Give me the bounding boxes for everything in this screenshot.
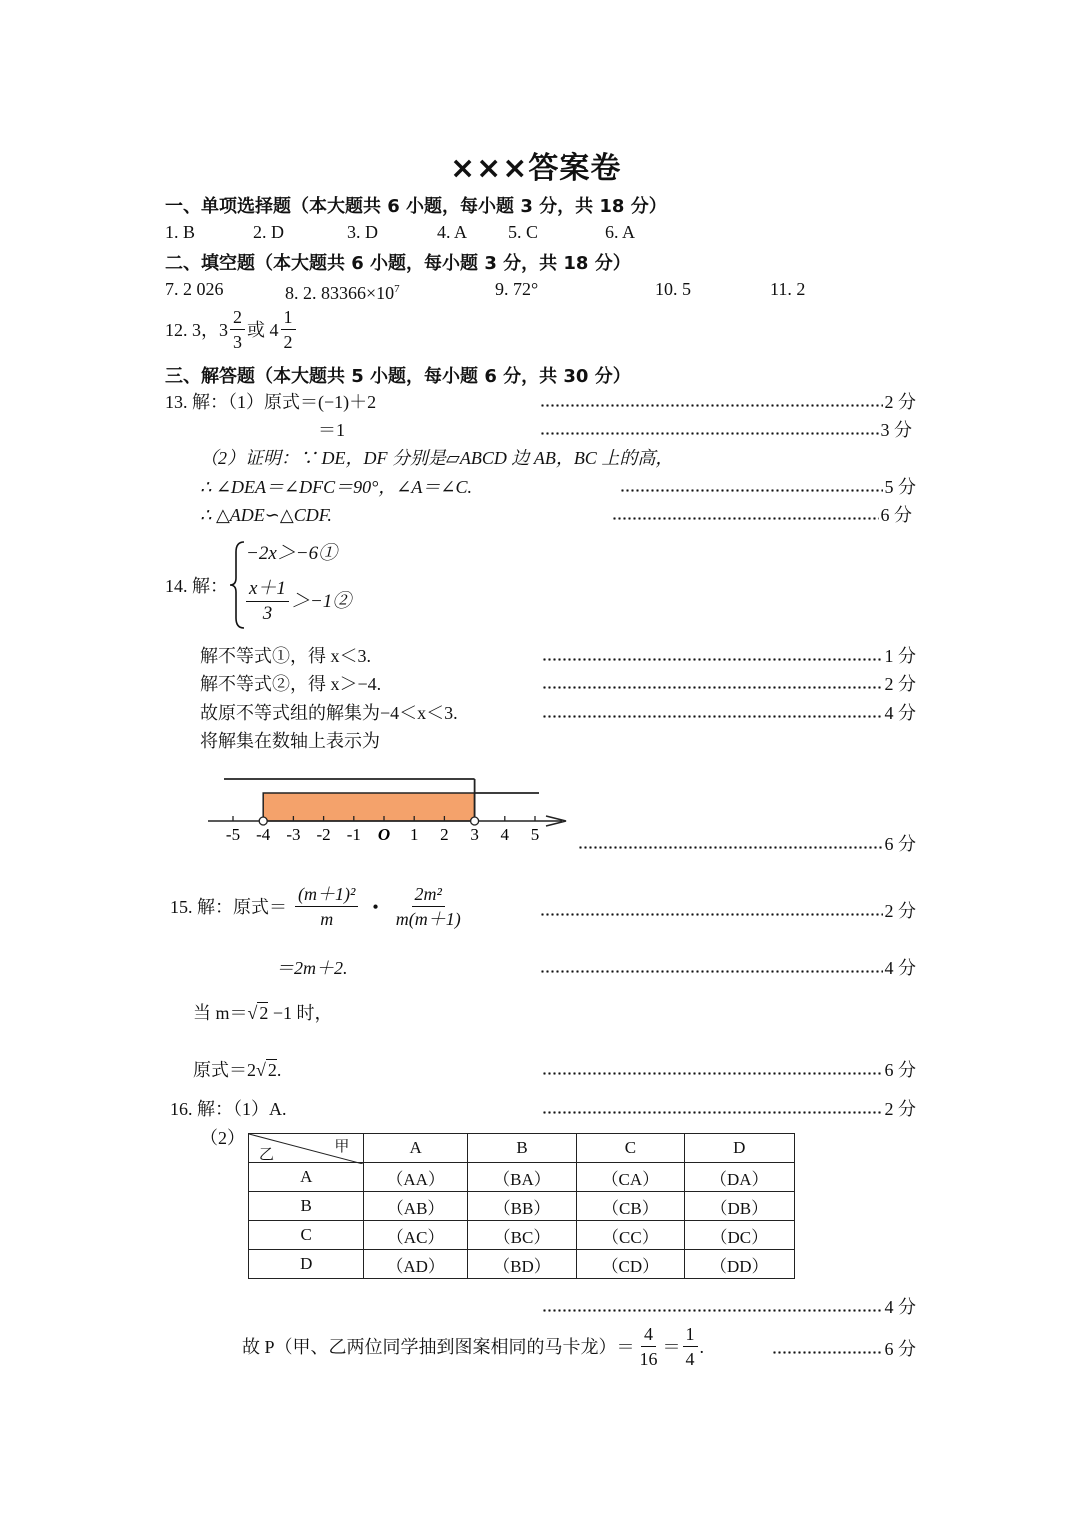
axis-tick-label: 5 [530, 825, 540, 844]
col-header: A [364, 1134, 467, 1163]
table-cell: （BB） [467, 1192, 576, 1221]
answer-12: 12. 3，3 $\frac{2}{3}$ 或 4 $\frac{1}{2}$ [165, 305, 298, 354]
q15-line3: 当 m＝√ 2 −1 时， [193, 1003, 333, 1023]
answer-9: 9. 72° [495, 279, 539, 299]
table-cell: （AC） [364, 1221, 467, 1250]
axis-tick-label: -5 [225, 825, 241, 844]
q16-score-1: 2 分 [542, 1098, 916, 1120]
q16-line1: 16. 解：（1）A. [170, 1099, 287, 1119]
axis-tick-label: -1 [346, 825, 361, 844]
table-row [249, 1192, 795, 1221]
answer-1: 1. B [165, 222, 196, 242]
col-header: C [577, 1134, 684, 1163]
q14-line3: 故原不等式组的解集为−4＜x＜3. [200, 703, 458, 723]
q13-line5: ∴ △ADE∽△CDF. [200, 505, 332, 525]
table-cell: （AA） [364, 1163, 467, 1192]
open-circle-right [471, 817, 479, 825]
table-cell: （BC） [467, 1221, 576, 1250]
table-cell: （DD） [684, 1250, 794, 1279]
answer-3: 3. D [347, 222, 378, 242]
answer-5: 5. C [508, 222, 539, 242]
axis-tick-label: -3 [286, 825, 301, 844]
axis-tick-label: 4 [500, 825, 510, 844]
axis-tick-label: O [377, 825, 391, 844]
page-title: ×××答案卷 [450, 151, 622, 186]
axis-tick-label: 3 [470, 825, 479, 844]
q13-line3: （2）证明：∵ DE，DF 分别是▱ABCD 边 AB，BC 上的高， [200, 448, 674, 468]
q14-line1: 解不等式①，得 x＜3. [200, 646, 371, 666]
corner-cell: 甲 乙 [249, 1134, 364, 1163]
answer-8: 8. 2. $83366\times 10^7$ [285, 283, 400, 303]
table-cell: （DB） [684, 1192, 794, 1221]
answer-2: 2. D [253, 222, 284, 242]
q15-line1: 15. 解：原式＝ $\frac{\text{(m＋1)²}}{m}$ • $\frac{\text{2m²}}{m(m+1)}$ [170, 884, 461, 929]
section2-heading: 二、填空题（本大题共 6 小题，每小题 3 分，共 18 分） [165, 253, 631, 274]
q14-line4: 将解集在数轴上表示为 [200, 731, 380, 751]
q13-score-2: 3 分 [540, 419, 912, 441]
table-cell: （AD） [364, 1250, 467, 1279]
inequality-1: −2x＞−6① [246, 543, 338, 564]
q13-score-4: 6 分 [612, 504, 912, 526]
answer-7: 7. 2 026 [165, 279, 224, 299]
open-circle-left [259, 817, 267, 825]
inequality-2: $\frac{x+1}{3}$ ＞−1② [244, 577, 351, 626]
table-cell: （CA） [577, 1163, 684, 1192]
q16-conclusion: 故 P（甲、乙两位同学抽到图案相同的马卡龙）＝ $\frac{4}{16}$ ＝ $\frac{1}{4}$ . [242, 1324, 705, 1369]
table-cell: （CC） [577, 1221, 684, 1250]
table-cell: （CD） [577, 1250, 684, 1279]
q15-line4: 原式＝2√ 2. [193, 1060, 282, 1080]
axis-tick-label: 2 [440, 825, 449, 844]
q16-score-3: 6 分 [772, 1338, 916, 1360]
section3-heading: 三、解答题（本大题共 5 小题，每小题 6 分，共 30 分） [165, 366, 631, 387]
q15-score-2: 4 分 [540, 957, 916, 979]
table-cell: （DC） [684, 1221, 794, 1250]
q14-score-2: 2 分 [542, 673, 916, 695]
axis-tick-label: -4 [256, 825, 271, 844]
q13-score-1: 2 分 [540, 391, 916, 413]
number-line [200, 770, 580, 850]
table-cell: （AB） [364, 1192, 467, 1221]
q14-line2: 解不等式②，得 x＞−4. [200, 674, 382, 694]
row-header: C [249, 1221, 364, 1250]
q14-score-4: 6 分 [578, 833, 916, 855]
q15-line2: ＝2m＋2. [276, 958, 348, 978]
table-row [249, 1221, 795, 1250]
outcome-table [248, 1133, 795, 1279]
q13-line4: ∴ ∠DEA＝∠DFC＝90°，∠A＝∠C. [200, 477, 472, 497]
axis-tick-label: -2 [316, 825, 331, 844]
q14-score-1: 1 分 [542, 645, 916, 667]
answer-11: 11. 2 [770, 279, 806, 299]
axis-tick-label: 1 [409, 825, 419, 844]
table-header-row [249, 1134, 795, 1163]
q16-score-2: 4 分 [542, 1296, 916, 1318]
fraction-one-half: $\frac{1}{2}$ [281, 305, 296, 354]
q15-score-1: 2 分 [540, 900, 916, 922]
table-cell: （DA） [684, 1163, 794, 1192]
table-row [249, 1250, 795, 1279]
row-header: D [249, 1250, 364, 1279]
row-header: A [249, 1163, 364, 1192]
q16-part2: （2） [200, 1128, 245, 1148]
table-cell: （BA） [467, 1163, 576, 1192]
section1-heading: 一、单项选择题（本大题共 6 小题，每小题 3 分，共 18 分） [165, 196, 667, 217]
col-header: B [467, 1134, 576, 1163]
q13-line1: 13. 解：（1）原式＝(−1)＋2 [165, 392, 377, 412]
q15-score-3: 6 分 [542, 1059, 916, 1081]
q13-line2: ＝1 [318, 420, 345, 440]
answer-6: 6. A [605, 222, 636, 242]
col-header: D [684, 1134, 794, 1163]
q13-score-3: 5 分 [620, 476, 916, 498]
solution-range-fill [263, 793, 474, 821]
answer-10: 10. 5 [655, 279, 691, 299]
table-row [249, 1163, 795, 1192]
row-header: B [249, 1192, 364, 1221]
answer-4: 4. A [437, 222, 468, 242]
q14-score-3: 4 分 [542, 702, 916, 724]
fraction-two-thirds: $\frac{2}{3}$ [230, 305, 245, 354]
table-cell: （CB） [577, 1192, 684, 1221]
table-cell: （BD） [467, 1250, 576, 1279]
q14-label: 14. 解： [165, 576, 228, 596]
